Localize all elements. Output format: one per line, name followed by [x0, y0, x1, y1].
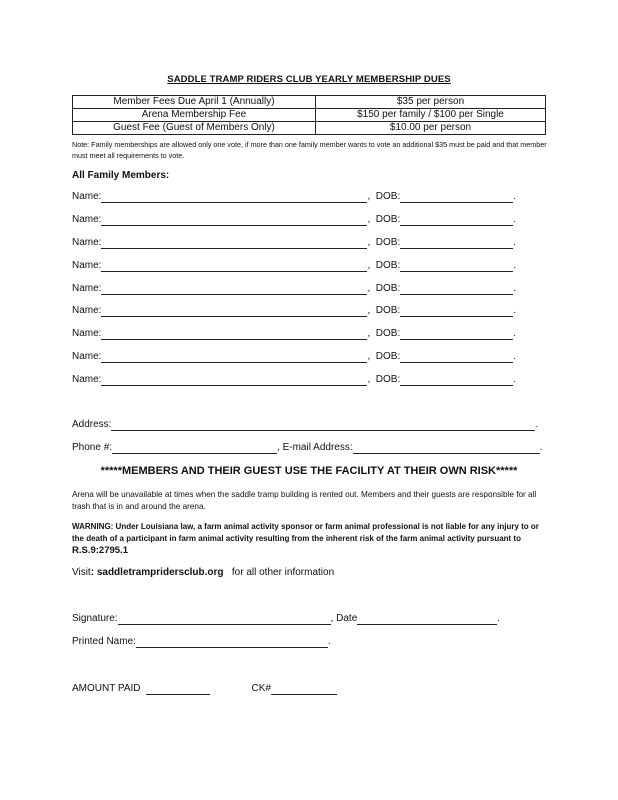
- fee-item: Member Fees Due April 1 (Annually): [73, 96, 316, 109]
- date-field[interactable]: [357, 613, 497, 625]
- period: .: [513, 283, 517, 294]
- period: .: [513, 328, 517, 339]
- family-member-row: [72, 259, 516, 273]
- dob-field[interactable]: [400, 328, 513, 340]
- period: .: [497, 613, 501, 624]
- fee-price: $10.00 per person: [316, 122, 546, 135]
- name-label: Name:: [72, 328, 102, 339]
- address-label: Address:: [72, 419, 112, 430]
- family-member-row: [72, 190, 516, 204]
- period: .: [327, 636, 331, 647]
- name-label: Name:: [72, 351, 102, 362]
- dob-label: DOB:: [375, 283, 401, 294]
- visit-line: [72, 567, 334, 578]
- family-member-row: [72, 213, 516, 227]
- fee-item: Guest Fee (Guest of Members Only): [73, 122, 316, 135]
- period: .: [513, 214, 517, 225]
- separator: ,: [367, 237, 376, 248]
- dob-label: DOB:: [375, 191, 401, 202]
- printed-name-row: [72, 635, 331, 649]
- separator: ,: [367, 260, 376, 271]
- name-field[interactable]: [101, 237, 367, 249]
- separator: ,: [367, 191, 376, 202]
- dob-label: DOB:: [375, 328, 401, 339]
- period: .: [513, 260, 517, 271]
- form-title: SADDLE TRAMP RIDERS CLUB YEARLY MEMBERSHIP DUES: [167, 74, 451, 85]
- name-field[interactable]: [101, 374, 367, 386]
- period: .: [513, 191, 517, 202]
- name-field[interactable]: [101, 328, 367, 340]
- period: .: [535, 419, 539, 430]
- dob-label: DOB:: [375, 305, 401, 316]
- name-field[interactable]: [101, 260, 367, 272]
- family-member-row: [72, 236, 516, 250]
- name-label: Name:: [72, 260, 102, 271]
- dob-field[interactable]: [400, 305, 513, 317]
- name-field[interactable]: [101, 305, 367, 317]
- family-vote-note: Note: Family memberships are allowed only one vote, if more than one family member wants to vote an additional $35 must be paid and that member must meet all requirements to vote.: [72, 140, 547, 160]
- printed-name-field[interactable]: [136, 636, 328, 648]
- name-label: Name:: [72, 305, 102, 316]
- amount-paid-label: AMOUNT PAID: [72, 683, 141, 694]
- separator: ,: [367, 351, 376, 362]
- phone-label: Phone #:: [72, 442, 113, 453]
- dob-field[interactable]: [400, 237, 513, 249]
- email-label: , E-mail Address:: [277, 442, 353, 453]
- period: .: [513, 374, 517, 385]
- phone-field[interactable]: [112, 442, 277, 454]
- period: .: [513, 351, 517, 362]
- visit-suffix: for all other information: [231, 567, 335, 578]
- warning-text: WARNING: Under Louisiana law, a farm animal activity sponsor or farm animal professional is not liable for any injury to or the death of a participant in farm animal activity resulting from the inherent risk of the farm animal activity pursuant to: [72, 522, 539, 543]
- dob-field[interactable]: [400, 214, 513, 226]
- signature-row: [72, 612, 500, 626]
- name-field[interactable]: [101, 191, 367, 203]
- family-member-row: [72, 304, 516, 318]
- check-number-label: CK#: [251, 683, 271, 694]
- fee-row: [73, 109, 546, 122]
- risk-notice: *****MEMBERS AND THEIR GUEST USE THE FACILITY AT THEIR OWN RISK*****: [100, 465, 518, 477]
- fee-item: Arena Membership Fee: [73, 109, 316, 122]
- website-link[interactable]: : saddletrampridersclub.org: [90, 567, 224, 578]
- name-label: Name:: [72, 283, 102, 294]
- family-member-row: [72, 327, 516, 341]
- dob-label: DOB:: [375, 237, 401, 248]
- signature-label: Signature:: [72, 613, 118, 624]
- separator: ,: [367, 328, 376, 339]
- printed-name-label: Printed Name:: [72, 636, 136, 647]
- dob-field[interactable]: [400, 351, 513, 363]
- name-field[interactable]: [101, 214, 367, 226]
- period: .: [513, 237, 517, 248]
- family-member-row: [72, 373, 516, 387]
- date-label: , Date: [330, 613, 358, 624]
- fee-price: $150 per family / $100 per Single: [316, 109, 546, 122]
- separator: ,: [367, 305, 376, 316]
- family-member-row: [72, 350, 516, 364]
- visit-prefix: Visit: [72, 567, 91, 578]
- fee-price: $35 per person: [316, 96, 546, 109]
- separator: ,: [367, 374, 376, 385]
- dob-field[interactable]: [400, 374, 513, 386]
- name-label: Name:: [72, 214, 102, 225]
- signature-field[interactable]: [118, 613, 331, 625]
- separator: ,: [367, 283, 376, 294]
- dob-field[interactable]: [400, 191, 513, 203]
- address-field[interactable]: [111, 419, 535, 431]
- name-label: Name:: [72, 374, 102, 385]
- phone-email-row: [72, 441, 542, 455]
- liability-warning: [72, 521, 550, 557]
- separator: ,: [367, 214, 376, 225]
- statute-reference: R.S.9:2795.1: [72, 545, 128, 556]
- name-label: Name:: [72, 237, 102, 248]
- fee-row: [73, 96, 546, 109]
- name-label: Name:: [72, 191, 102, 202]
- name-field[interactable]: [101, 283, 367, 295]
- fees-table: [72, 95, 546, 135]
- family-member-row: [72, 282, 516, 296]
- dob-field[interactable]: [400, 283, 513, 295]
- dob-field[interactable]: [400, 260, 513, 272]
- dob-label: DOB:: [375, 351, 401, 362]
- family-members-heading: All Family Members:: [72, 170, 170, 181]
- period: .: [513, 305, 517, 316]
- dob-label: DOB:: [375, 374, 401, 385]
- email-field[interactable]: [353, 442, 540, 454]
- payment-row: [72, 682, 337, 696]
- fee-row: [73, 122, 546, 135]
- dob-label: DOB:: [375, 260, 401, 271]
- period: .: [539, 442, 543, 453]
- arena-availability-text: Arena will be unavailable at times when the saddle tramp building is rented out. Members and their guests are responsible for all trash that is in and around the arena.: [72, 490, 537, 511]
- check-number-field[interactable]: [271, 683, 337, 695]
- name-field[interactable]: [101, 351, 367, 363]
- address-row: [72, 418, 538, 432]
- amount-paid-field[interactable]: [146, 683, 210, 695]
- dob-label: DOB:: [375, 214, 401, 225]
